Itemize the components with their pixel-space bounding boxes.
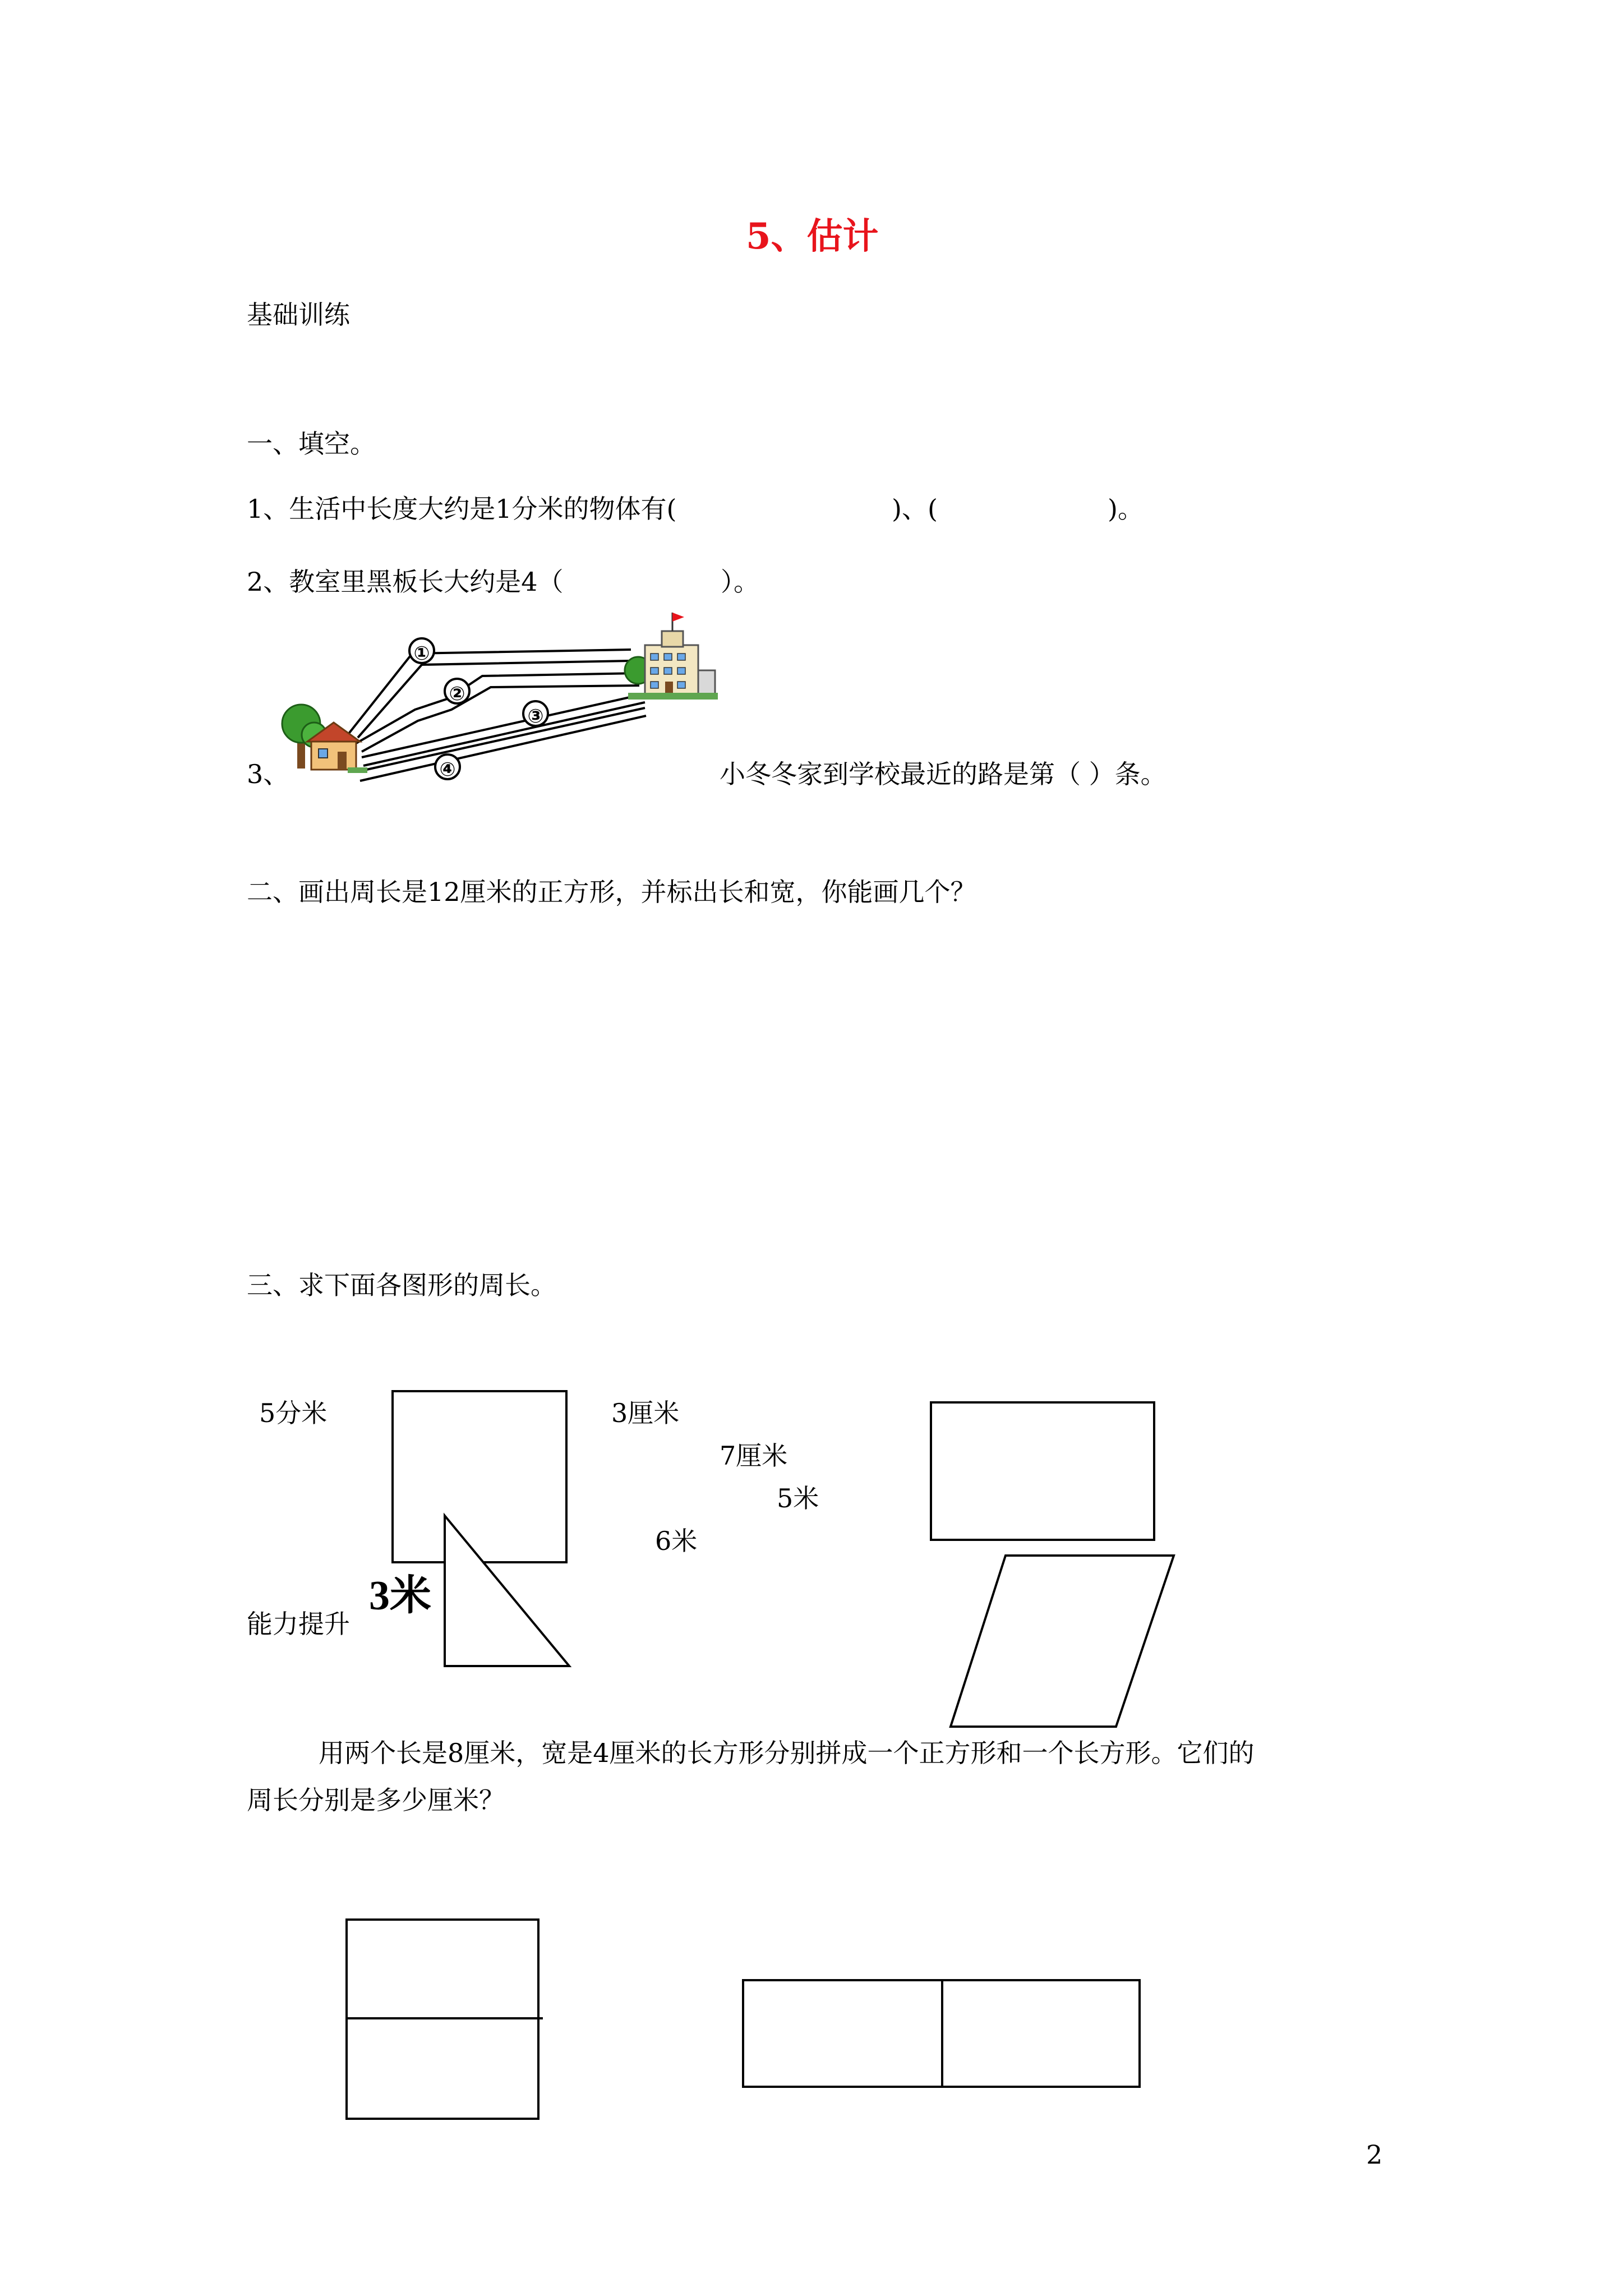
q3-number: 3、: [247, 759, 289, 789]
label-para-side: 5米: [777, 1483, 819, 1513]
q2-suffix: ）。: [721, 567, 759, 597]
parallelogram-figure: [951, 1556, 1174, 1727]
square-figure: [393, 1391, 566, 1562]
section-advanced: 能力提升: [247, 1609, 350, 1639]
label-para-base: 6米: [655, 1526, 698, 1556]
part2-heading: 二、画出周长是12厘米的正方形，并标出长和宽，你能画几个？: [247, 877, 976, 907]
route-3: [362, 694, 645, 766]
label-rect-length: 7厘米: [720, 1441, 788, 1471]
triangle-figure: [445, 1516, 569, 1666]
problem-line1: 用两个长是8厘米，宽是4厘米的长方形分别拼成一个正方形和一个长方形。它们的: [319, 1738, 1255, 1768]
label-triangle-side: 3米: [369, 1573, 431, 1619]
route-3-label: ③: [527, 705, 544, 728]
label-rect-width: 3厘米: [611, 1398, 680, 1428]
page-title: 5、估计: [746, 215, 879, 257]
route-2-label: ②: [449, 683, 465, 705]
q2-prefix: 2、教室里黑板长大约是4（: [247, 567, 564, 597]
q3-text: 小冬冬家到学校最近的路是第（ ）条。: [720, 759, 1166, 789]
route-1-label: ①: [413, 642, 430, 665]
q1-mid: )、(: [892, 494, 938, 524]
section-basic-training: 基础训练: [247, 300, 350, 330]
combined-rectangle-figure: [743, 1980, 1140, 2087]
q1-prefix: 1、生活中长度大约是1分米的物体有(: [247, 494, 677, 524]
label-square-side: 5分米: [259, 1398, 328, 1428]
route-4-label: ④: [439, 758, 456, 781]
part3-heading: 三、求下面各图形的周长。: [247, 1270, 556, 1300]
route-4: [359, 708, 646, 781]
problem-line2: 周长分别是多少厘米？: [247, 1785, 505, 1815]
rectangle-figure: [931, 1402, 1154, 1540]
part1-heading: 一、填空。: [247, 429, 376, 459]
page-number: 2: [1366, 2139, 1383, 2170]
route-badges: [409, 638, 548, 781]
combined-square-figure: [347, 1920, 543, 2119]
route-diagram: [348, 650, 646, 781]
q1-suffix: )。: [1108, 494, 1144, 524]
